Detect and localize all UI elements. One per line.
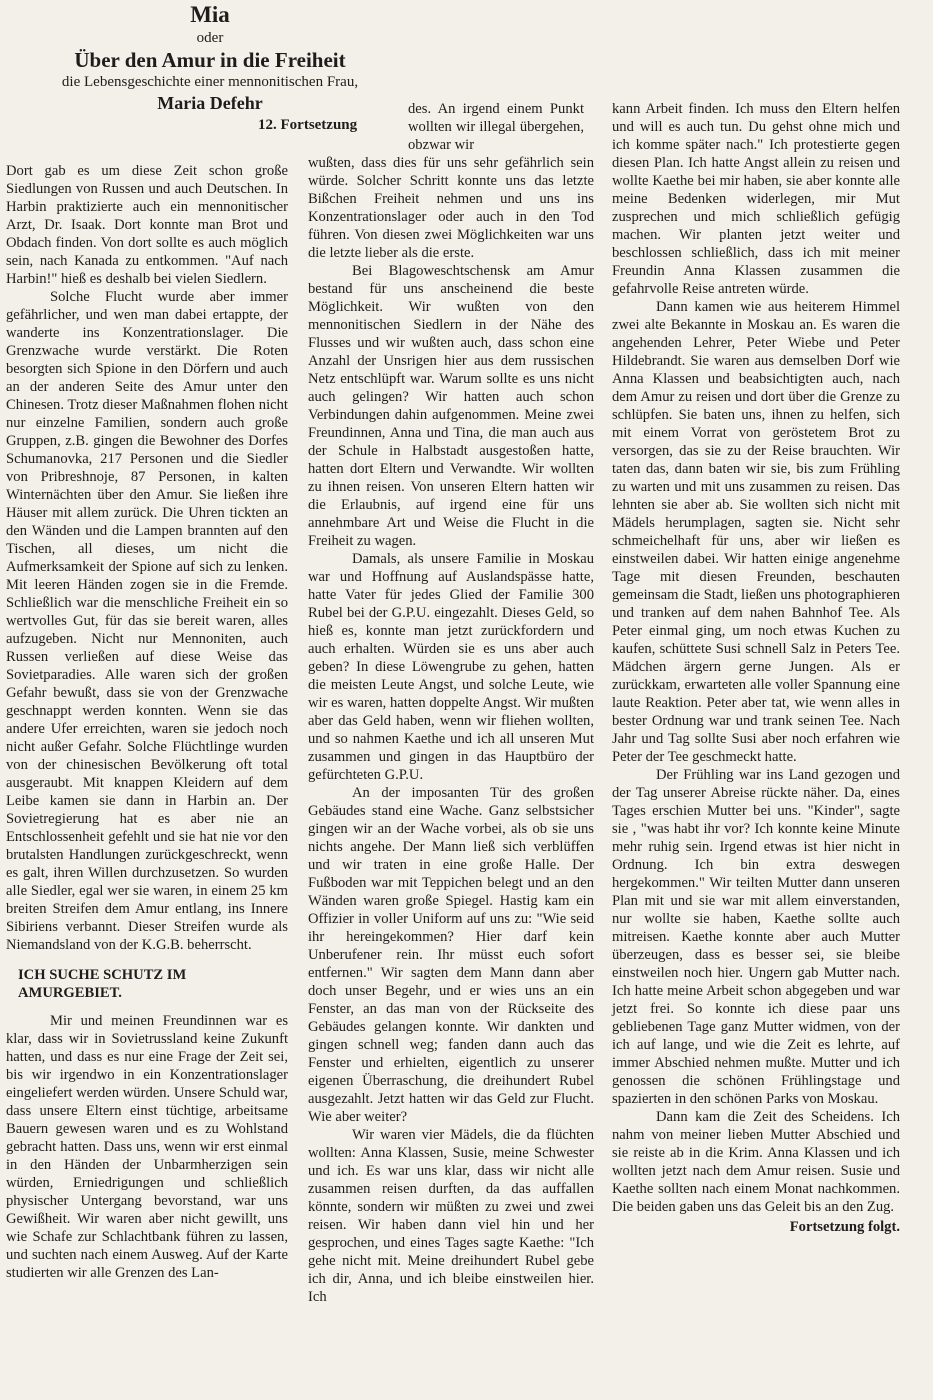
section-heading: ICH SUCHE SCHUTZ IM AMURGEBIET. — [18, 967, 187, 1001]
paragraph: Solche Flucht wurde aber immer gefährlicher, und wen man dabei ertappte, der wanderte ins Konzentrationslager. Die Grenzwache wurde verstärkt. Die Roten besorgten sich Spione in den Dörfern und auch an der anderen Seite des Amur unter den Chinesen. Trotz dieser Maßnahmen flohen nicht nur einzelne Familien, sondern auch große Gruppen, z.B. gingen die Bewohner des Dorfes Schumanovka, 217 Personen und die Siedler von Pribreshnoje, 87 Personen, in kalten Winternächten über den Amur. Sie ließen ihre Häuser mit allem zurück. Die Uhren tickten an den Wänden und die Lampen brannten auf den Tischen, all dieses, um nicht die Aufmerksamkeit der Spione auf sich zu lenken. Mit leeren Händen zogen sie in die Fremde. Schließlich war die menschliche Freiheit ein so wertvolles Gut, für das sie bereit waren, alles aufzugeben. Nicht nur Mennoniten, auch Russen verließen auf diese Weise das Sovietparadies. Alle waren sich der großen Gefahr bewußt, dass sie von der Grenzwache geschnappt werden konnten. Wenn sie das andere Ufer erreichten, waren sie jedoch noch nicht außer Gefahr. Solche Flüchtlinge wurden von der chinesischen Bevölkerung oft total ausgeraubt. Mit knappen Kleidern auf dem Leibe kamen sie dann in Harbin an. Der Sovietregierung hat es aber nie an Entschlossenheit gefehlt und sie hat nie vor den brutalsten Handlungen zurückgeschreckt, wenn es galt, ihren Willen durchzusetzen. So wurden alle Siedler, egal wer sie waren, in einem 25 km breiten Streifen dem Amur entlang, ins Innere Sibiriens verbannt. Dieser Streifen wurde als Niemandsland von der K.G.B. beherrscht. — [6, 289, 288, 953]
column-2-top — [408, 100, 584, 154]
continuation-note: Fortsetzung folgt. — [789, 1219, 900, 1235]
paragraph: Bei Blagoweschtschensk am Amur bestand für uns anscheinend die beste Möglichkeit. Wir wußten von den mennonitischen Siedlern in der Nähe des Flusses und wir wußten auch, dass schon eine Anzahl der Unsrigen hier aus dem russischen Netz entschlüpft war. Warum sollte es uns nicht auch gelingen? Wir hatten auch schon Verbindungen dahin aufgenommen. Meine zwei Freundinnen, Anna und Tina, die man auch aus der Schule in Halbstadt ausgestoßen hatte, hatten dort Eltern und Verwandte. Wir wollten zu ihnen reisen. Von unseren Eltern hatten wir die Erlaubnis, auf irgend eine für uns annehmbare Art und Weise die Flucht in die Freiheit zu wagen. — [308, 263, 594, 549]
column-2 — [308, 154, 594, 1306]
column-3 — [612, 100, 900, 1236]
installment-label: 12. Fortsetzung — [258, 117, 358, 133]
article-subtitle: die Lebensgeschichte einer mennonitischen Frau, — [61, 74, 359, 90]
paragraph: Der Frühling war ins Land gezogen und der Tag unserer Abreise rückte näher. Da, eines Tages erschien Mutter bei uns. "Kinder", sagte sie , "was habt ihr vor? Ich konnte keine Minute mehr ruhig sein. Irgend etwas ist hier nicht in Ordnung. Ich bin extra deswegen hergekommen." Wir teilten Mutter dann unseren Plan mit und sie war mit allem einverstanden, nur wollte sie haben, Kaethe sollte auch mitreisen. Kaethe konnte aber auch Mutter überzeugen, dass es besser sei, sie bleibe einstweilen noch hier. Ungern gab Mutter nach. Ich hatte meine Arbeit schon abgegeben und war jetzt frei. So konnte ich diese paar uns gebliebenen Tage ganz Mutter widmen, von der ich auf lange, und wie die Zeit es lehrte, auf immer Abschied nehmen mußte. Mutter und ich genossen die schönen Frühlingstage und spazierten in den schönen Parks von Moskau. — [612, 767, 900, 1107]
paragraph: Mir und meinen Freundinnen war es klar, dass wir in Sovietrussland keine Zukunft hatten, und dass es nur eine Frage der Zeit sei, bis wir irgendwo in ein Konzentrationslager eingeliefert werden würden. Unsere Schuld war, dass unsere Eltern einst tüchtige, arbeitsame Bauern gewesen waren und es zu Wohlstand gebracht hatten. Dass uns, wenn wir erst einmal in den Händen der Unbarmherzigen sein würden, Erniedrigungen und schließlich physischer Untergang bevorstand, war uns Gewißheit. Wir waren aber nicht gewillt, uns wie Schafe zur Schlachtbank führen zu lassen, und suchten nach einem Ausweg. Auf der Karte studierten wir alle Grenzen des Lan- — [6, 1013, 288, 1281]
paragraph: Dann kam die Zeit des Scheidens. Ich nahm von meiner lieben Mutter Abschied und sie reiste ab in die Krim. Anna Klassen und ich wollten jetzt nach dem Amur reisen. Susie und Kaethe sollten nach einem Monat nachkommen. Die beiden gaben uns das Geleit bis an den Zug. — [612, 1109, 900, 1215]
paragraph: wußten, dass dies für uns sehr gefährlich sein würde. Solcher Schritt konnte uns das letzte Bißchen Freiheit nehmen und uns ins Konzentrationslager oder auch in den Tod führen. Von diesen zwei Möglichkeiten war uns die letzte lieber als die erste. — [308, 155, 594, 261]
paragraph: Dann kamen wie aus heiterem Himmel zwei alte Bekannte in Moskau an. Es waren die angehenden Lehrer, Peter Wiebe und Peter Hildebrandt. Sie waren aus demselben Dorf wie Anna Klassen und beabsichtigten auch, nach dem Amur zu reisen und dort über die Grenze zu schlüpfen. Sie baten uns, ihnen zu helfen, sich mit einem Vorrat von geröstetem Brot zu versorgen, das sie zu der Reise brauchten. Wir taten das, dann baten wir sie, bis zum Frühling zu warten und mit uns zusammen zu reisen. Das lehnten sie aber ab. Sie wollten sich nicht mit Mädels herumplagen, sagten sie. Nicht sehr schmeichelhaft für uns, aber wir ließen es einstweilen dabei. Wir hatten einige angenehme Tage mit diesen Freunden, beschauten gemeinsam die Stadt, ließen uns photographieren und tranken auf dem nahen Bahnhof Tee. Als Peter einmal ging, um noch etwas Kuchen zu kaufen, schüttete Susi schnell Salz in Peters Tee. Mädchen ärgern gerne Jungen. Als er zurückkam, erwarteten alle voller Spannung eine laute Reaktion. Peter aber tat, wie wenn alles in bester Ordnung war und trank seinen Tee. Nach Jahr und Tag sollte Susi aber noch erfahren wie Peter der Tee geschmeckt hatte. — [612, 299, 900, 765]
article-header — [0, 0, 420, 114]
article-author: Maria Defehr — [157, 93, 263, 113]
paragraph: Wir waren vier Mädels, die da flüchten wollten: Anna Klassen, Susie, meine Schwester und ich. Es war uns klar, dass wir nicht alle zusammen reisen durften, da das auffallen könnte, sondern wir müßten zu zwei und zwei reisen. Wir haben dann viel hin und her gesprochen, und eines Tages sagte Kaethe: "Ich gehe nicht mit. Meine dreihundert Rubel gebe ich dir, Anna, und ich bleibe einstweilen hier. Ich — [308, 1127, 594, 1305]
title-connector: oder — [196, 30, 224, 46]
paragraph: Dort gab es um diese Zeit schon große Siedlungen von Russen und auch Deutschen. In Harbin praktizierte auch ein mennonitischer Arzt, Dr. Isaak. Dort konnte man Brot und Obdach finden. Von dort sollte es auch möglich sein, nach Kanada zu entkommen. "Auf nach Harbin!" hieß es deshalb bei vielen Siedlern. — [6, 163, 288, 287]
article-title: Mia — [190, 2, 230, 27]
paragraph: An der imposanten Tür des großen Gebäudes stand eine Wache. Ganz selbstsicher gingen wir an der Wache vorbei, als ob sie uns nichts angehe. Der Mann ließ sich verblüffen und wir traten in eine große Halle. Der Fußboden war mit Teppichen belegt und an den Wänden waren große Spiegel. Hastig kam ein Offizier in voller Uniform auf uns zu: "Wie seid ihr hereingekommen? Hier darf kein Unberufener rein. Ihr müsst euch sofort entfernen." Wir sagten dem Mann dann aber doch unser Begehr, und er wies uns an ein Fenster, an das man von der Rückseite des Gebäudes gelangen konnte. Wir dankten und gingen schnell weg; fanden dann auch das Fenster und erhielten, eigentlich zu unserer eigenen Überraschung, die dreihundert Rubel ausgezahlt. Jetzt hatten wir das Geld zur Flucht. Wie aber weiter? — [308, 785, 594, 1125]
column-1 — [6, 162, 288, 1282]
paragraph: Damals, als unsere Familie in Moskau war und Hoffnung auf Auslandspässe hatte, hatte Vater für jedes Glied der Familie 300 Rubel bei der G.P.U. eingezahlt. Dieses Geld, so hieß es, konnte man jetzt zurückfordern und auch erhalten. Würden sie es uns aber auch geben? In diese Löwengrube zu gehen, hatten die meisten Leute Angst, und solche Leute, wie wir es waren, hatten doppelte Angst. Wir mußten aber das Geld haben, wenn wir fliehen wollten, und so nahmen Kaethe und ich all unseren Mut zusammen und gingen in das Hauptbüro der gefürchteten G.P.U. — [308, 551, 594, 783]
article-headline: Über den Amur in die Freiheit — [74, 48, 346, 72]
paragraph: des. An irgend einem Punkt wollten wir illegal übergehen, obzwar wir — [408, 101, 584, 153]
paragraph: kann Arbeit finden. Ich muss den Eltern helfen und will es auch tun. Du gehst ohne mich und ich komme später nach." Ich protestierte gegen diesen Plan. Ich hatte Angst allein zu reisen und wollte Kaethe bei mir haben, sie aber konnte alle meine Bedenken widerlegen, mir Mut zusprechen und mich schließlich gefügig machen. Wir planten jetzt weiter und beschlossen schließlich, dass ich mit meiner Freundin Anna Klassen zusammen die gefahrvolle Reise antreten würde. — [612, 101, 900, 297]
